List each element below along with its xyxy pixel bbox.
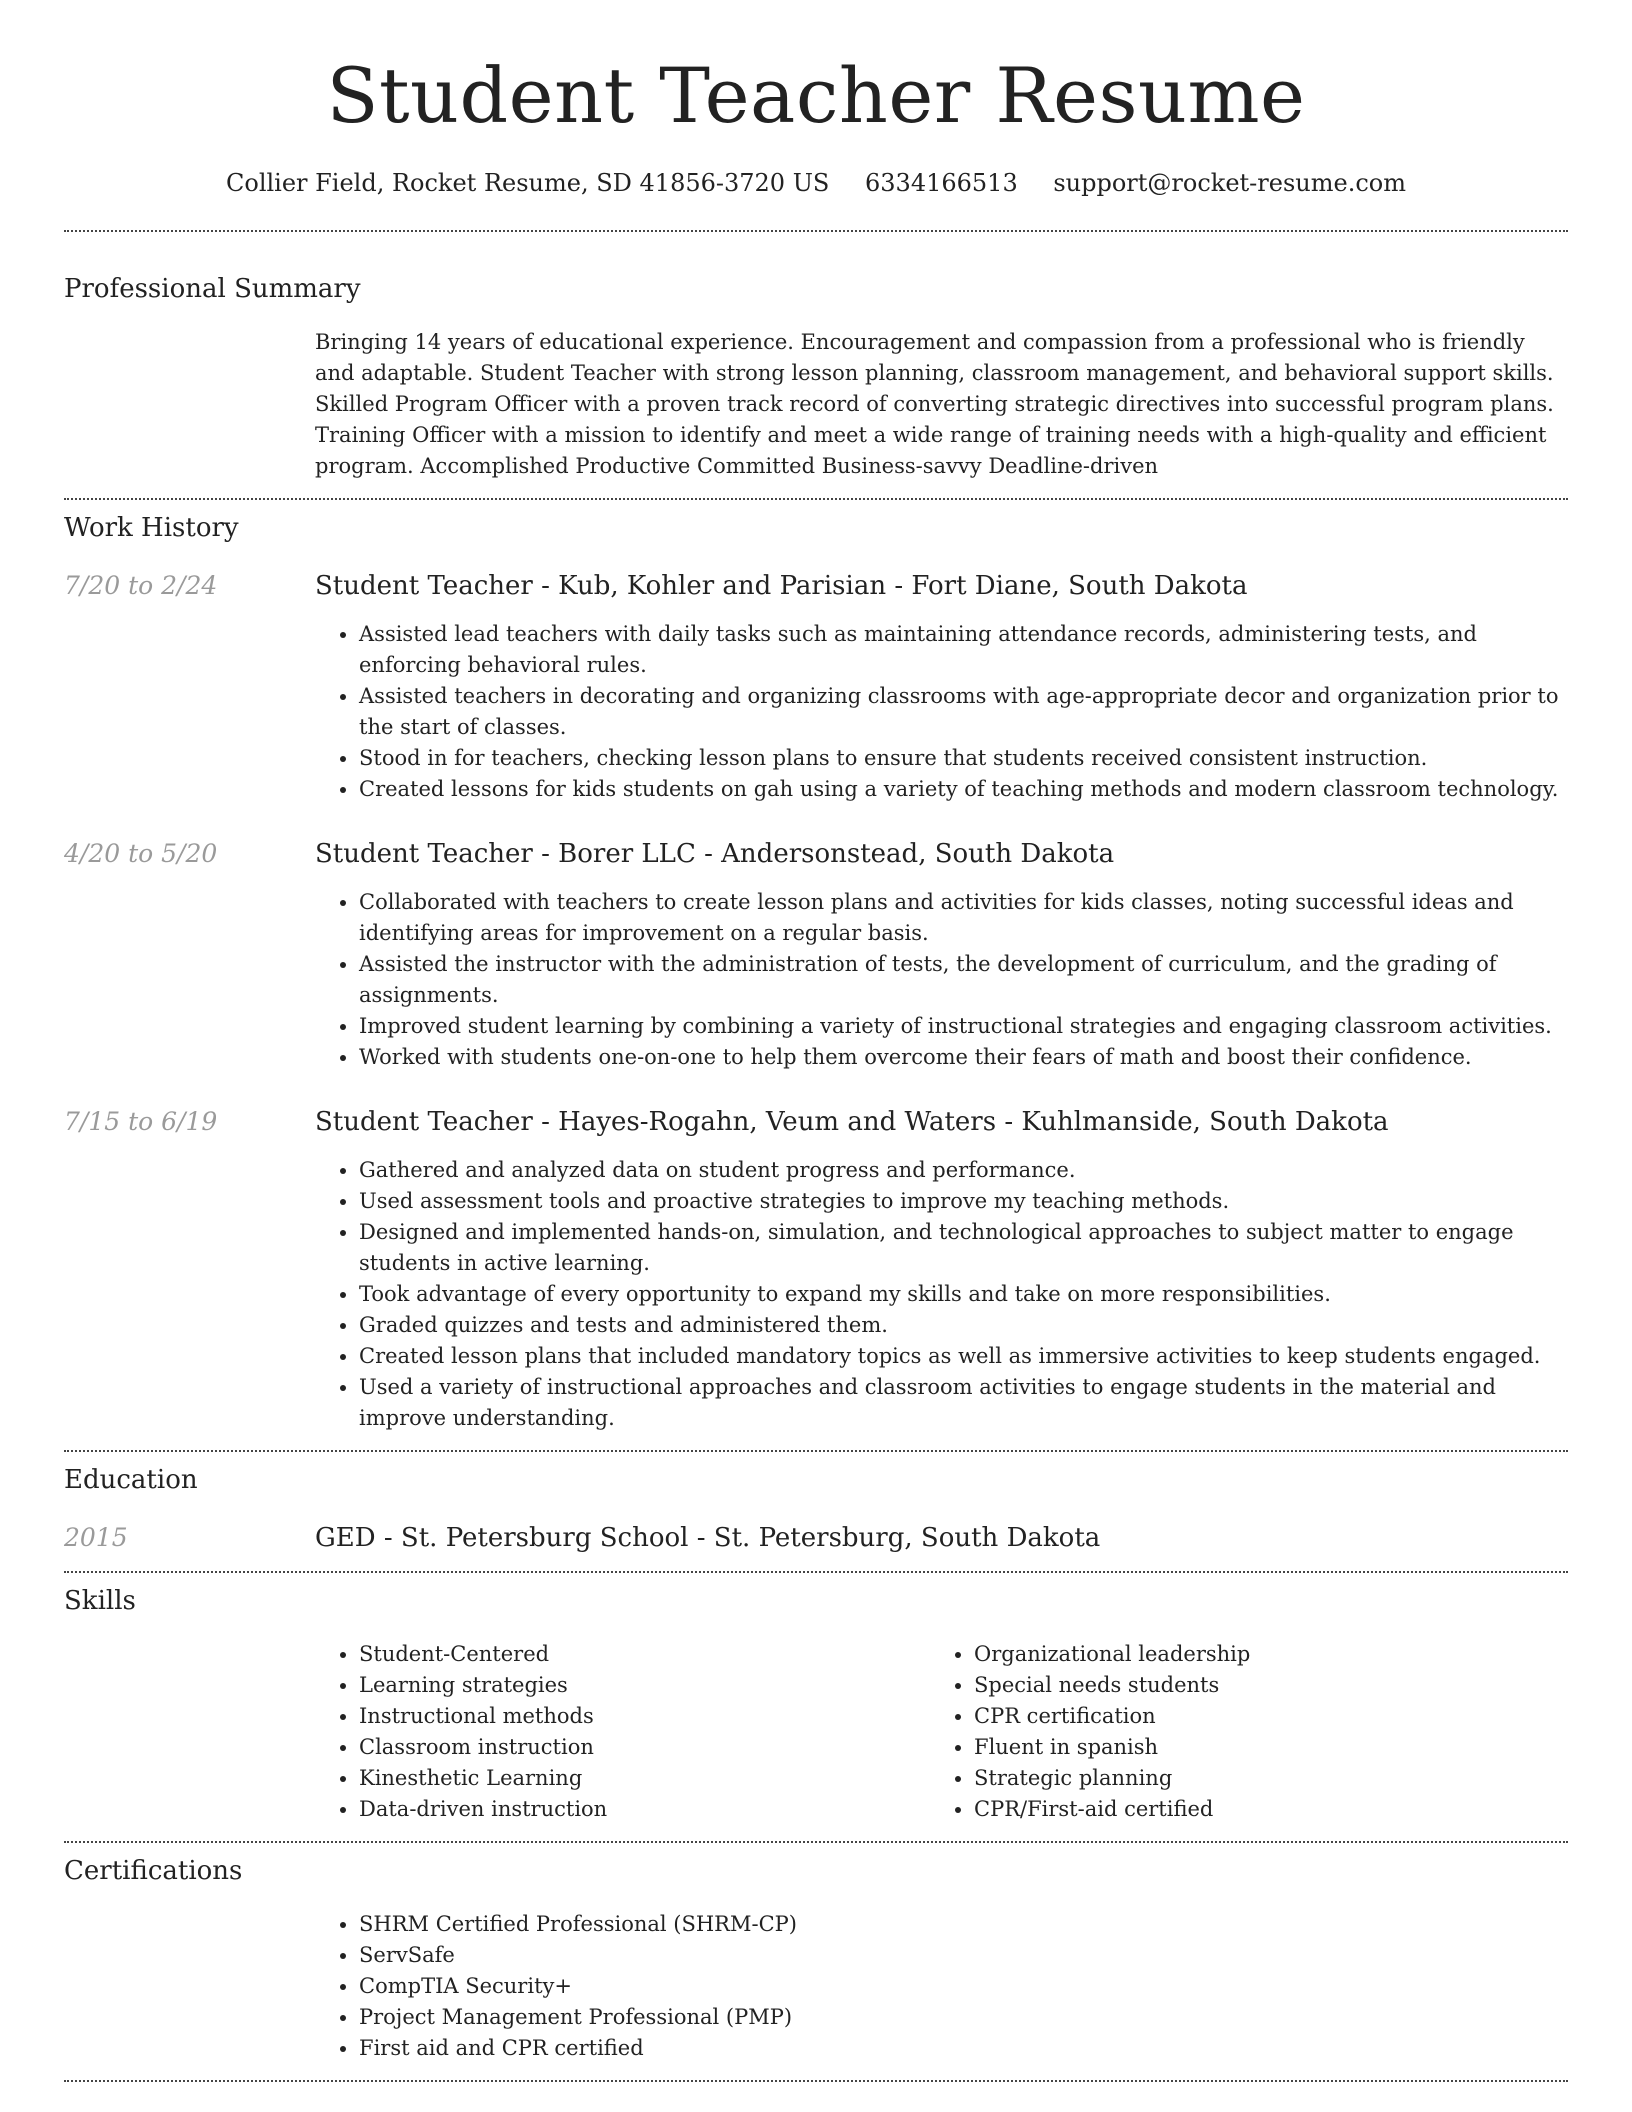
skill-item: • Classroom instruction bbox=[359, 1732, 930, 1763]
job-bullets bbox=[315, 619, 1568, 805]
job-bullet: • Used assessment tools and proactive strategies to improve my teaching methods. bbox=[359, 1186, 1568, 1217]
job-dates: 7/15 to 6/19 bbox=[64, 1107, 218, 1136]
work-heading: Work History bbox=[64, 513, 239, 543]
divider bbox=[64, 230, 1568, 232]
job-bullet: • Assisted lead teachers with daily tasks such as maintaining attendance records, administering tests, and enforcing behavioral rules. bbox=[359, 619, 1568, 681]
skill-item: • CPR certification bbox=[974, 1701, 1545, 1732]
job-dates: 4/20 to 5/20 bbox=[64, 839, 218, 868]
certification-item: • Project Management Professional (PMP) bbox=[359, 2002, 1568, 2033]
job-bullets bbox=[315, 887, 1568, 1073]
skill-item: • CPR/First-aid certified bbox=[974, 1794, 1545, 1825]
contact-line bbox=[64, 168, 1568, 198]
job-title: Student Teacher - Kub, Kohler and Parisian - Fort Diane, South Dakota bbox=[315, 571, 1248, 601]
job-title: Student Teacher - Hayes-Rogahn, Veum and Waters - Kuhlmanside, South Dakota bbox=[315, 1107, 1389, 1137]
skills-section bbox=[315, 1639, 1568, 1825]
education-detail: GED - St. Petersburg School - St. Petersburg, South Dakota bbox=[315, 1523, 1101, 1553]
job-bullet: • Designed and implemented hands-on, simulation, and technological approaches to subject matter to engage students in active learning. bbox=[359, 1217, 1568, 1279]
skill-item: • Instructional methods bbox=[359, 1701, 930, 1732]
certification-item: • CompTIA Security+ bbox=[359, 1971, 1568, 2002]
job-bullets bbox=[315, 1155, 1568, 1434]
certification-item: • SHRM Certified Professional (SHRM-CP) bbox=[359, 1909, 1568, 1940]
divider bbox=[64, 498, 1568, 500]
skill-item: • Student-Centered bbox=[359, 1639, 930, 1670]
skills-heading: Skills bbox=[64, 1586, 136, 1616]
contact-phone: 6334166513 bbox=[865, 169, 1018, 197]
certifications-section bbox=[315, 1909, 1568, 2064]
skill-item: • Data-driven instruction bbox=[359, 1794, 930, 1825]
job-entry bbox=[64, 570, 1568, 805]
education-year: 2015 bbox=[64, 1523, 128, 1552]
job-bullet: • Assisted teachers in decorating and organizing classrooms with age-appropriate decor and organization prior to the start of classes. bbox=[359, 681, 1568, 743]
job-bullet: • Assisted the instructor with the administration of tests, the development of curriculum, and the grading of assignments. bbox=[359, 949, 1568, 1011]
job-bullet: • Stood in for teachers, checking lesson plans to ensure that students received consistent instruction. bbox=[359, 743, 1568, 774]
job-bullet: • Improved student learning by combining a variety of instructional strategies and engaging classroom activities. bbox=[359, 1011, 1568, 1042]
job-bullet: • Collaborated with teachers to create lesson plans and activities for kids classes, noting successful ideas and identifying areas for improvement on a regular basis. bbox=[359, 887, 1568, 949]
resume-title: Student Teacher Resume bbox=[326, 51, 1306, 140]
certification-item: • First aid and CPR certified bbox=[359, 2033, 1568, 2064]
contact-address: Collier Field, Rocket Resume, SD 41856-3720 US bbox=[226, 169, 830, 197]
contact-email: support@rocket-resume.com bbox=[1053, 169, 1406, 197]
education-entry bbox=[64, 1522, 1568, 1554]
skill-item: • Special needs students bbox=[974, 1670, 1545, 1701]
job-entry bbox=[64, 1106, 1568, 1434]
job-dates: 7/20 to 2/24 bbox=[64, 571, 218, 600]
divider bbox=[64, 1571, 1568, 1573]
skill-item: • Organizational leadership bbox=[974, 1639, 1545, 1670]
job-bullet: • Took advantage of every opportunity to expand my skills and take on more responsibilities. bbox=[359, 1279, 1568, 1310]
job-title: Student Teacher - Borer LLC - Andersonstead, South Dakota bbox=[315, 839, 1115, 869]
divider bbox=[64, 1450, 1568, 1452]
skills-column-left bbox=[315, 1639, 930, 1825]
job-bullet: • Used a variety of instructional approaches and classroom activities to engage students in the material and improve understanding. bbox=[359, 1372, 1568, 1434]
job-entry bbox=[64, 838, 1568, 1073]
skill-item: • Fluent in spanish bbox=[974, 1732, 1545, 1763]
skill-item: • Kinesthetic Learning bbox=[359, 1763, 930, 1794]
job-bullet: • Graded quizzes and tests and administered them. bbox=[359, 1310, 1568, 1341]
summary-text: Bringing 14 years of educational experience. Encouragement and compassion from a professional who is friendly and adaptable. Student Teacher with strong lesson planning, classroom management, and behavioral support skills. Skilled Program Officer with a proven track record of converting strategic directives into successful program plans. Training Officer with a mission to identify and meet a wide range of training needs with a high-quality and efficient program. Accomplished Productive Committed Business-savvy Deadline-driven bbox=[315, 330, 1554, 478]
job-bullet: • Created lesson plans that included mandatory topics as well as immersive activities to keep students engaged. bbox=[359, 1341, 1568, 1372]
skills-column-right bbox=[930, 1639, 1545, 1825]
job-bullet: • Worked with students one-on-one to help them overcome their fears of math and boost their confidence. bbox=[359, 1042, 1568, 1073]
job-bullet: • Created lessons for kids students on gah using a variety of teaching methods and modern classroom technology. bbox=[359, 774, 1568, 805]
resume-page bbox=[64, 0, 1568, 2082]
education-heading: Education bbox=[64, 1465, 198, 1495]
divider bbox=[64, 1841, 1568, 1843]
divider bbox=[64, 2080, 1568, 2082]
summary-section bbox=[315, 327, 1568, 482]
certifications-heading: Certifications bbox=[64, 1856, 243, 1886]
summary-heading: Professional Summary bbox=[64, 274, 361, 304]
job-bullet: • Gathered and analyzed data on student progress and performance. bbox=[359, 1155, 1568, 1186]
skill-item: • Strategic planning bbox=[974, 1763, 1545, 1794]
skill-item: • Learning strategies bbox=[359, 1670, 930, 1701]
certification-item: • ServSafe bbox=[359, 1940, 1568, 1971]
